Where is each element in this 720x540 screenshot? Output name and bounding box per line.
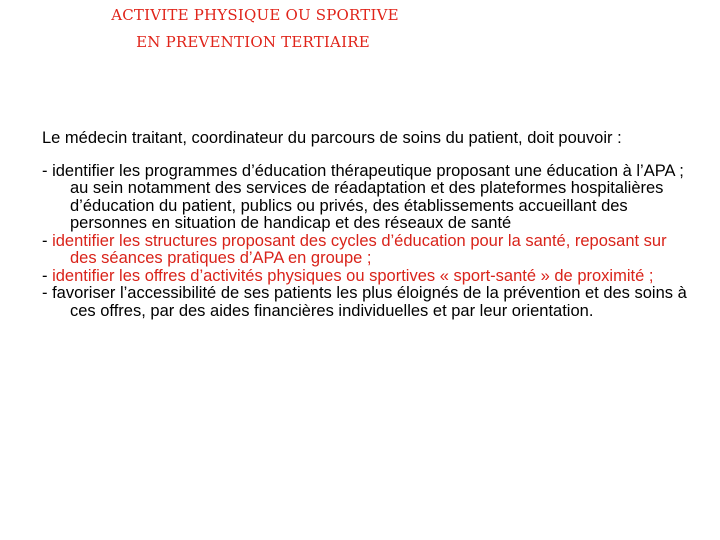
list-item: [42, 268, 692, 286]
list-dash: -: [42, 266, 53, 285]
list-item-text-highlight: identifier les structures proposant des cycles d’éducation pour la santé, reposant sur des séances pratiques d’APA en groupe ;: [52, 231, 667, 267]
slide-title-line-2: EN PREVENTION TERTIAIRE: [136, 33, 370, 51]
list-dash: -: [42, 231, 53, 250]
intro-paragraph: Le médecin traitant, coordinateur du parcours de soins du patient, doit pouvoir :: [42, 129, 622, 147]
slide-body: [42, 130, 692, 320]
list-item: [42, 285, 692, 320]
slide-title-line-1: ACTIVITE PHYSIQUE OU SPORTIVE: [111, 6, 399, 24]
list-item-text-highlight: identifier les offres d’activités physiques ou sportives « sport-santé » de proximité ;: [52, 266, 654, 285]
list-dash: -: [42, 161, 53, 180]
list-item: [42, 163, 692, 233]
list-item-text: identifier les programmes d’éducation thérapeutique proposant une éducation à l’APA ; au sein notamment des services de réadaptation et des plateformes hospitalières d’éducation du patient, publics ou privés, des établissements accueillant des personnes en situation de handicap et des réseaux de santé: [52, 161, 684, 232]
list-item-text: favoriser l’accessibilité de ses patients les plus éloignés de la prévention et des soins à ces offres, par des aides financières individuelles et par leur orientation.: [52, 284, 687, 320]
list-item: [42, 233, 692, 268]
list-dash: -: [42, 284, 53, 302]
